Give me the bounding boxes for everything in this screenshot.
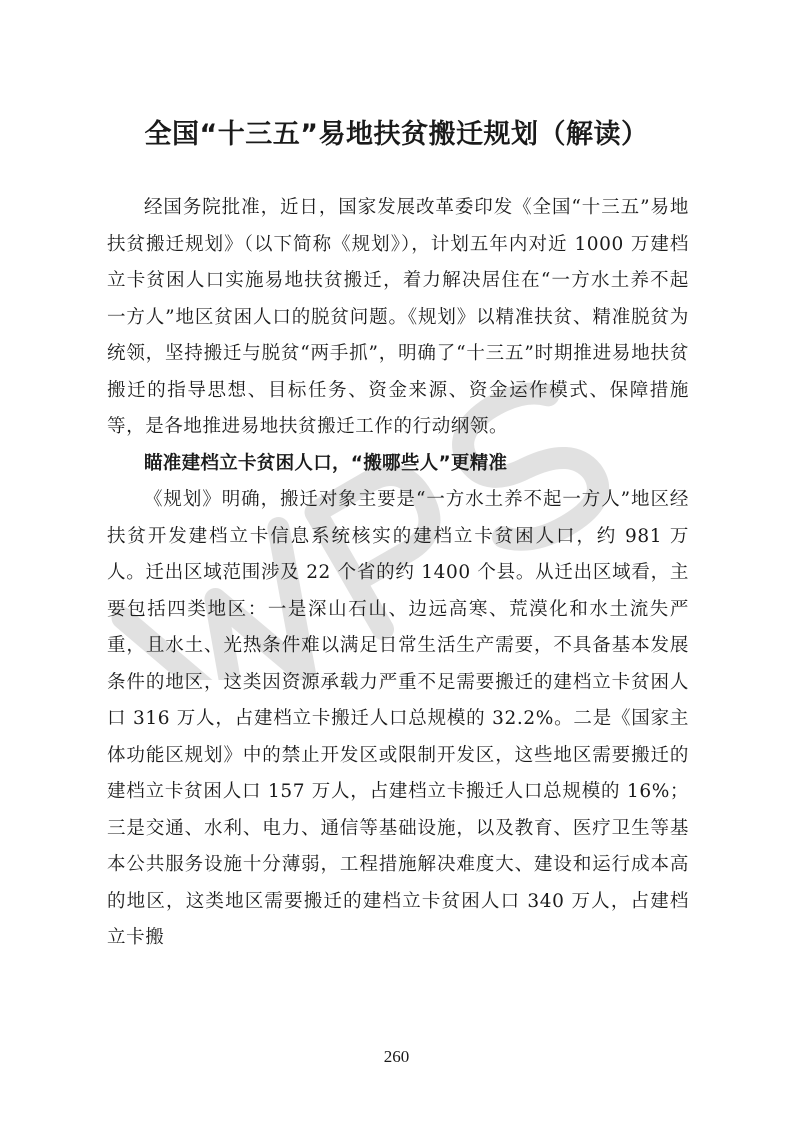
document-body xyxy=(107,190,689,957)
page-number: 260 xyxy=(383,1047,410,1066)
intro-paragraph: 经国务院批准，近日，国家发展改革委印发《全国“十三五”易地扶贫搬迁规划》（以下简称《规划》），计划五年内对近 1000 万建档立卡贫困人口实施易地扶贫搬迁，着力解决居住在“一方水土养不起一方人”地区贫困人口的脱贫问题。《规划》以精准扶贫、精准脱贫为统领，坚持搬迁与脱贫“两手抓”，明确了“十三五”时期推进易地扶贫搬迁的指导思想、目标任务、资金来源、资金运作模式、保障措施等，是各地推进易地扶贫搬迁工作的行动纲领。 xyxy=(107,197,689,437)
section-heading: 瞄准建档立卡贫困人口，“搬哪些人”更精准 xyxy=(144,452,508,474)
section-paragraph: 《规划》明确，搬迁对象主要是“一方水土养不起一方人”地区经扶贫开发建档立卡信息系统核实的建档立卡贫困人口，约 981 万人。迁出区域范围涉及 22 个省的约 1400 个县。从迁出区域看，主要包括四类地区：一是深山石山、边远高寒、荒漠化和水土流失严重，且水土、光热条件难以满足日常生活生产需要，不具备基本发展条件的地区，这类因资源承载力严重不足需要搬迁的建档立卡贫困人口 316 万人，占建档立卡搬迁人口总规模的 32.2%。二是《国家主体功能区规划》中的禁止开发区或限制开发区，这些地区需要搬迁的建档立卡贫困人口 157 万人，占建档立卡搬迁人口总规模的 16%；三是交通、水利、电力、通信等基础设施，以及教育、医疗卫生等基本公共服务设施十分薄弱，工程措施解决难度大、建设和运行成本高的地区，这类地区需要搬迁的建档立卡贫困人口 340 万人，占建档立卡搬 xyxy=(107,489,689,948)
document-title: 全国“十三五”易地扶贫搬迁规划（解读） xyxy=(144,119,649,150)
